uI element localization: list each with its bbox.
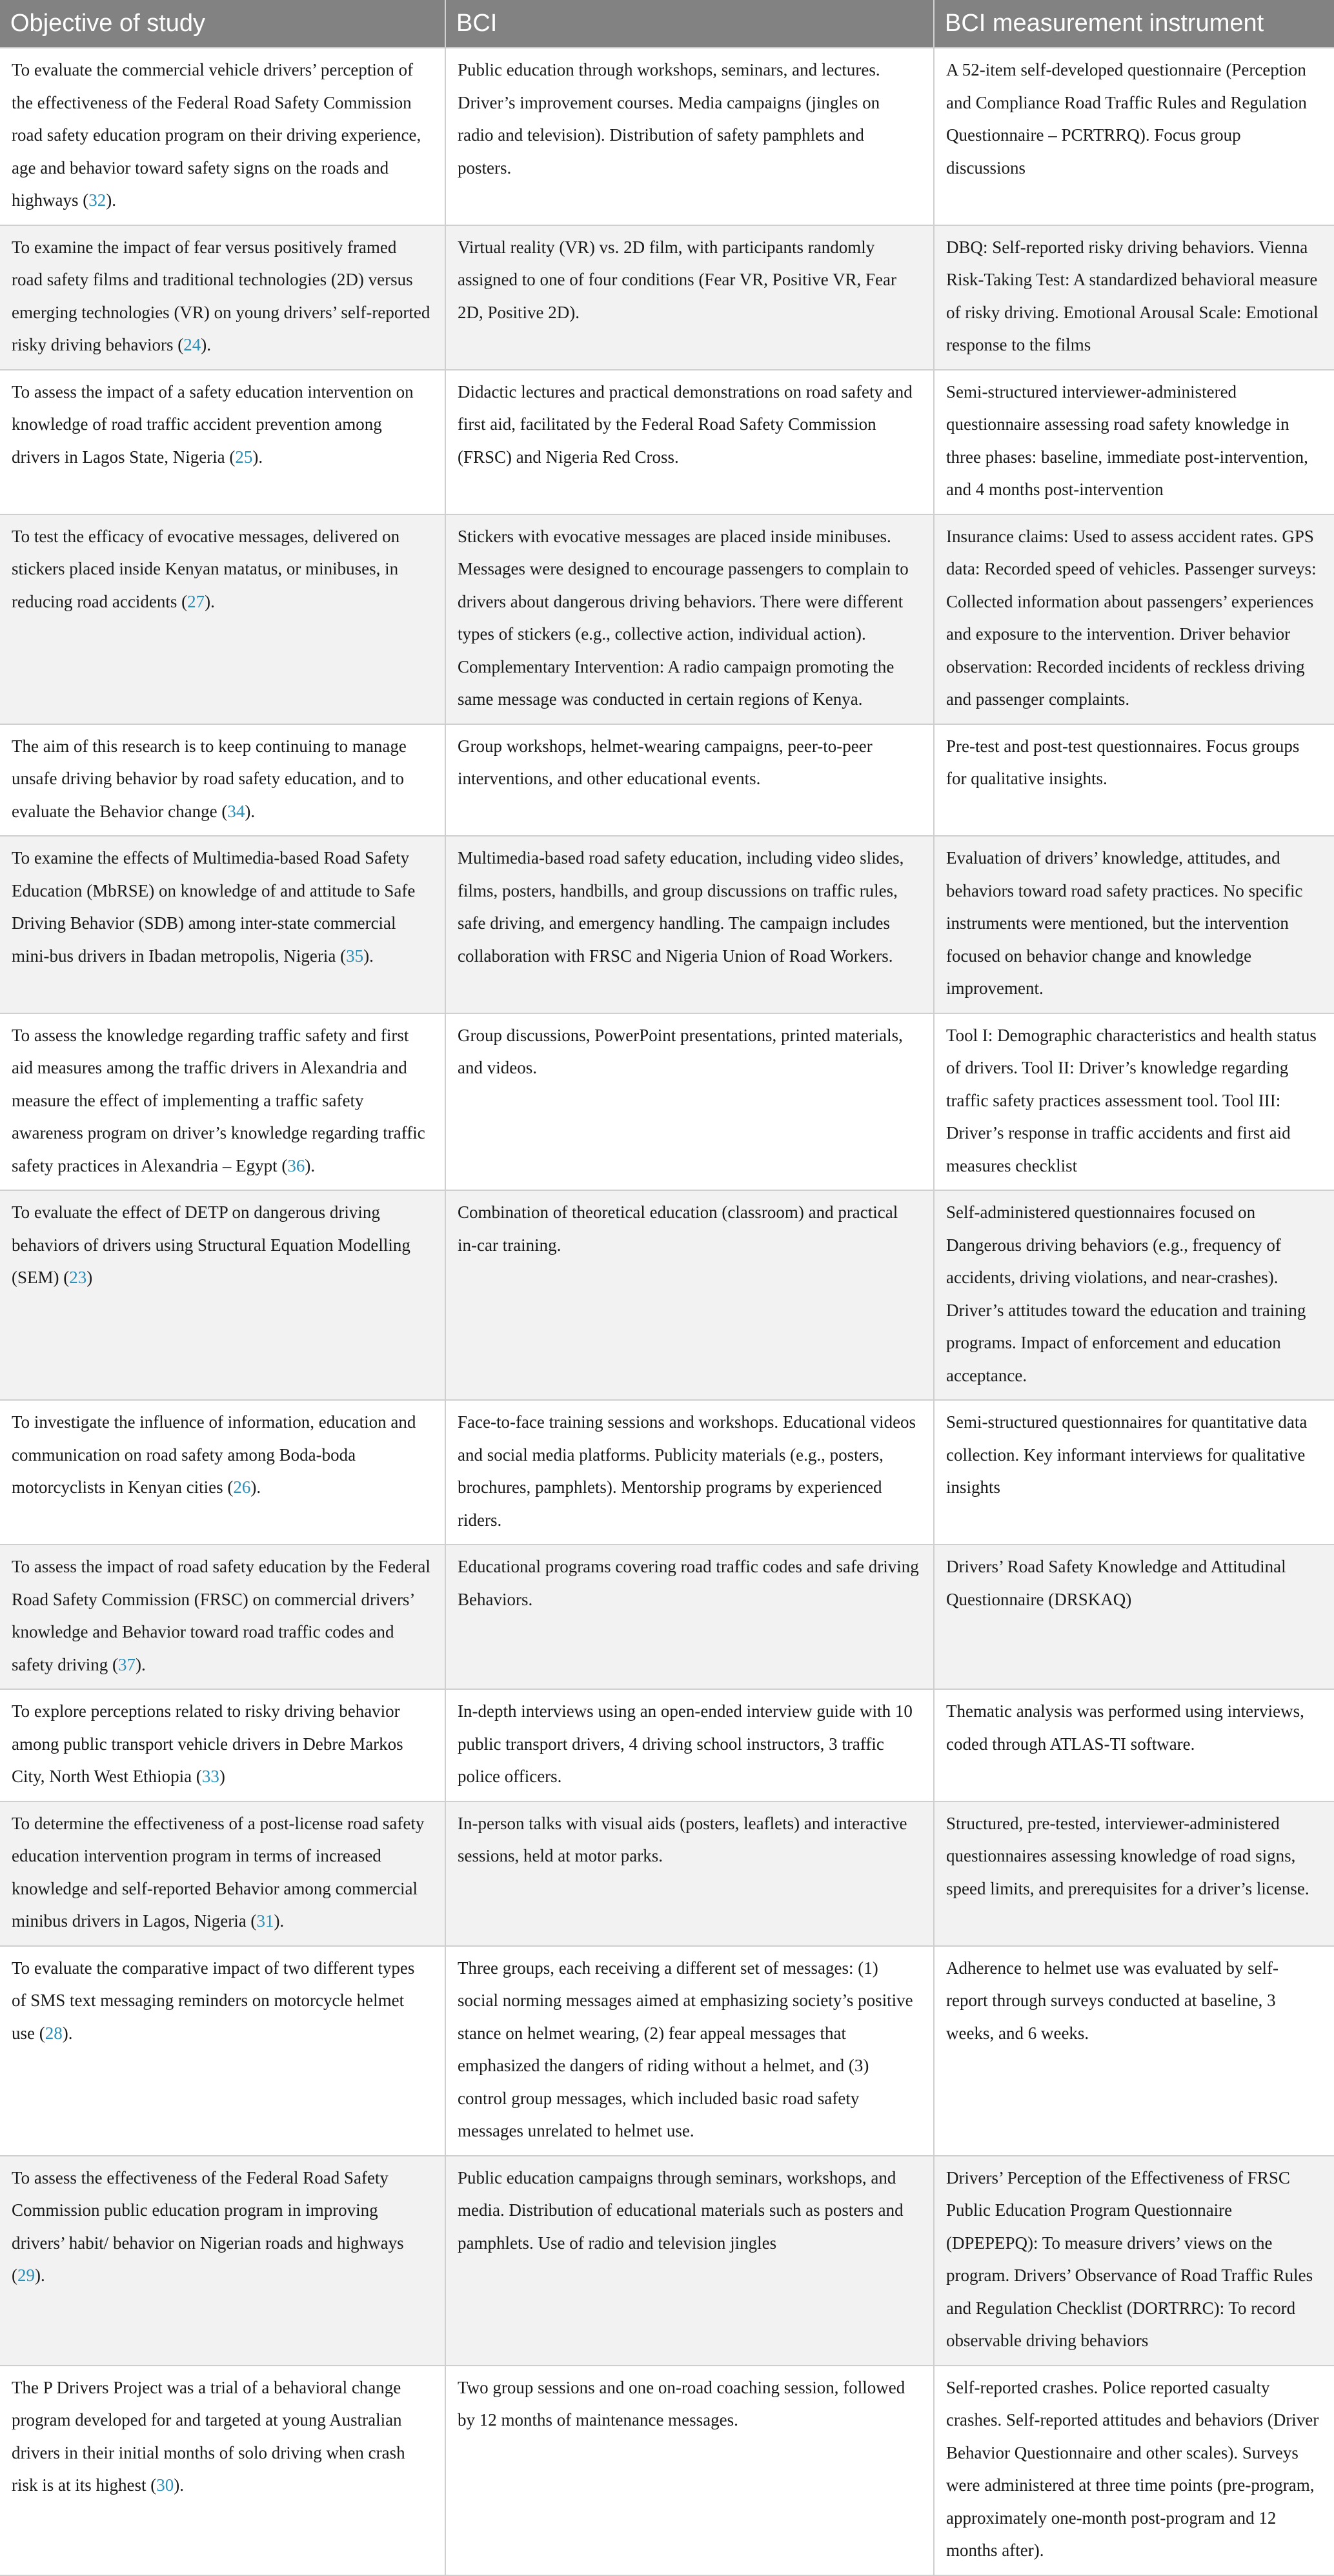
header-objective: Objective of study: [0, 0, 445, 48]
table-row: [0, 370, 1334, 514]
instrument-cell: Drivers’ Perception of the Effectiveness of FRSC Public Education Program Questionnaire (DPEPEPQ): To measure drivers’ views on the program. Drivers’ Observance of Road Traffic Rules and Regulation Checklist (DORTRRC): To record observable driving behaviors: [934, 2156, 1334, 2366]
objective-text: To assess the impact of road safety education by the Federal Road Safety Commission (FRSC) on commercial drivers’ knowledge and Behavior toward road traffic codes and safety driving (: [12, 1557, 430, 1674]
reference-link[interactable]: 23: [69, 1268, 87, 1287]
table-row: [0, 1801, 1334, 1946]
objective-cell: [0, 1801, 445, 1946]
objective-text-end: ).: [201, 335, 211, 354]
instrument-cell: Pre-test and post-test questionnaires. Focus groups for qualitative insights.: [934, 724, 1334, 837]
objective-text-end: ): [219, 1767, 225, 1786]
objective-text-end: ).: [252, 447, 263, 467]
objective-cell: [0, 2156, 445, 2366]
objective-text-end: ).: [250, 1477, 261, 1497]
objective-text: To examine the impact of fear versus positively framed road safety films and traditional technologies (2D) versus emerging technologies (VR) on young drivers’ self-reported risky driving behaviors (: [12, 237, 430, 354]
instrument-cell: Adherence to helmet use was evaluated by self-report through surveys conducted at baseline, 3 weeks, and 6 weeks.: [934, 1946, 1334, 2156]
objective-text: The P Drivers Project was a trial of a behavioral change program developed for and targeted at young Australian drivers in their initial months of solo driving when crash risk is at its highest (: [12, 2377, 405, 2495]
table-row: [0, 1946, 1334, 2156]
table-body: [0, 48, 1334, 2575]
table-row: [0, 514, 1334, 724]
objective-cell: [0, 370, 445, 514]
objective-cell: [0, 836, 445, 1013]
instrument-cell: Structured, pre-tested, interviewer-administered questionnaires assessing knowledge of road signs, speed limits, and prerequisites for a driver’s license.: [934, 1801, 1334, 1946]
table-row: [0, 225, 1334, 370]
bci-cell: Three groups, each receiving a different set of messages: (1) social norming messages aimed at emphasizing society’s positive stance on helmet wearing, (2) fear appeal messages that emphasized the dangers of riding without a helmet, and (3) control group messages, which included basic road safety messages unrelated to helmet use.: [445, 1946, 934, 2156]
table-row: [0, 2366, 1334, 2575]
bci-cell: Educational programs covering road traffic codes and safe driving Behaviors.: [445, 1545, 934, 1689]
table-row: [0, 1689, 1334, 1801]
objective-text-end: ).: [35, 2266, 45, 2285]
reference-link[interactable]: 37: [117, 1654, 136, 1674]
objective-text-end: ).: [274, 1911, 285, 1931]
objective-text-end: ).: [106, 190, 116, 210]
header-row: [0, 0, 1334, 48]
objective-cell: [0, 1400, 445, 1545]
bci-cell: In-depth interviews using an open-ended interview guide with 10 public transport drivers, 4 driving school instructors, 3 traffic police officers.: [445, 1689, 934, 1801]
bci-cell: Group discussions, PowerPoint presentations, printed materials, and videos.: [445, 1013, 934, 1191]
objective-cell: [0, 48, 445, 225]
instrument-cell: Self-administered questionnaires focused on Dangerous driving behaviors (e.g., frequency of accidents, driving violations, and near-crashes). Driver’s attitudes toward the education and training programs. Impact of enforcement and education acceptance.: [934, 1190, 1334, 1400]
bci-cell: Public education campaigns through seminars, workshops, and media. Distribution of educational materials such as posters and pamphlets. Use of radio and television jingles: [445, 2156, 934, 2366]
bci-cell: In-person talks with visual aids (posters, leaflets) and interactive sessions, held at motor parks.: [445, 1801, 934, 1946]
instrument-cell: A 52-item self-developed questionnaire (Perception and Compliance Road Traffic Rules and Regulation Questionnaire – PCRTRRQ). Focus group discussions: [934, 48, 1334, 225]
bci-cell: Multimedia-based road safety education, including video slides, films, posters, handbills, and group discussions on traffic rules, safe driving, and emergency handling. The campaign includes collaboration with FRSC and Nigeria Union of Road Workers.: [445, 836, 934, 1013]
reference-link[interactable]: 32: [88, 190, 106, 210]
objective-text-end: ).: [245, 801, 256, 821]
objective-text: To assess the effectiveness of the Federal Road Safety Commission public education program in improving drivers’ habit/ behavior on Nigerian roads and highways (: [12, 2167, 404, 2285]
objective-text: To evaluate the effect of DETP on dangerous driving behaviors of drivers using Structural Equation Modelling (SEM) (: [12, 1202, 410, 1287]
reference-link[interactable]: 25: [235, 447, 253, 467]
table-header: [0, 0, 1334, 48]
objective-text: To investigate the influence of information, education and communication on road safety among Boda-boda motorcyclists in Kenyan cities (: [12, 1412, 416, 1497]
objective-text-end: ).: [205, 591, 215, 611]
bci-cell: Face-to-face training sessions and workshops. Educational videos and social media platforms. Publicity materials (e.g., posters, brochures, pamphlets). Mentorship programs by experienced riders.: [445, 1400, 934, 1545]
reference-link[interactable]: 30: [156, 2475, 174, 2495]
table-row: [0, 2156, 1334, 2366]
instrument-cell: Semi-structured questionnaires for quantitative data collection. Key informant interviews for qualitative insights: [934, 1400, 1334, 1545]
bci-cell: Combination of theoretical education (classroom) and practical in-car training.: [445, 1190, 934, 1400]
reference-link[interactable]: 27: [187, 591, 205, 611]
table-row: [0, 836, 1334, 1013]
instrument-cell: Semi-structured interviewer-administered questionnaire assessing road safety knowledge in three phases: baseline, immediate post-intervention, and 4 months post-intervention: [934, 370, 1334, 514]
objective-text: To assess the knowledge regarding traffic safety and first aid measures among the traffic drivers in Alexandria and measure the effect of implementing a traffic safety awareness program on driver’s knowledge regarding traffic safety practices in Alexandria – Egypt (: [12, 1025, 425, 1175]
reference-link[interactable]: 33: [201, 1767, 219, 1786]
objective-text: To examine the effects of Multimedia-based Road Safety Education (MbRSE) on knowledge of and attitude to Safe Driving Behavior (SDB) among inter-state commercial mini-bus drivers in Ibadan metropolis, Nigeria (: [12, 848, 416, 966]
header-bci: BCI: [445, 0, 934, 48]
objective-cell: [0, 225, 445, 370]
objective-text-end: ).: [135, 1654, 146, 1674]
reference-link[interactable]: 24: [183, 335, 201, 354]
reference-link[interactable]: 34: [227, 801, 245, 821]
objective-text-end: ).: [305, 1155, 316, 1175]
objective-cell: [0, 1013, 445, 1191]
objective-cell: [0, 514, 445, 724]
instrument-cell: DBQ: Self-reported risky driving behaviors. Vienna Risk-Taking Test: A standardized behavioral measure of risky driving. Emotional Arousal Scale: Emotional response to the films: [934, 225, 1334, 370]
objective-cell: [0, 1689, 445, 1801]
table-row: [0, 1545, 1334, 1689]
bci-cell: Two group sessions and one on-road coaching session, followed by 12 months of maintenance messages.: [445, 2366, 934, 2575]
objective-text: To test the efficacy of evocative messages, delivered on stickers placed inside Kenyan matatus, or minibuses, in reducing road accidents (: [12, 526, 400, 611]
instrument-cell: Tool I: Demographic characteristics and health status of drivers. Tool II: Driver’s knowledge regarding traffic safety practices assessment tool. Tool III: Driver’s response in traffic accidents and first aid measures checklist: [934, 1013, 1334, 1191]
bci-cell: Didactic lectures and practical demonstrations on road safety and first aid, facilitated by the Federal Road Safety Commission (FRSC) and Nigeria Red Cross.: [445, 370, 934, 514]
table-row: [0, 48, 1334, 225]
reference-link[interactable]: 28: [45, 2023, 63, 2043]
objective-text: To evaluate the commercial vehicle drivers’ perception of the effectiveness of the Federal Road Safety Commission road safety education program on their driving experience, age and behavior toward safety signs on the roads and highways (: [12, 60, 421, 210]
reference-link[interactable]: 35: [346, 946, 364, 966]
instrument-cell: Drivers’ Road Safety Knowledge and Attitudinal Questionnaire (DRSKAQ): [934, 1545, 1334, 1689]
objective-cell: [0, 724, 445, 837]
table-row: [0, 724, 1334, 837]
objective-text: To explore perceptions related to risky driving behavior among public transport vehicle drivers in Debre Markos City, North West Ethiopia (: [12, 1701, 403, 1786]
reference-link[interactable]: 26: [233, 1477, 251, 1497]
reference-link[interactable]: 36: [287, 1155, 305, 1175]
bci-cell: Group workshops, helmet-wearing campaigns, peer-to-peer interventions, and other educational events.: [445, 724, 934, 837]
objective-text-end: ).: [363, 946, 374, 966]
objective-text: To assess the impact of a safety education intervention on knowledge of road traffic accident prevention among drivers in Lagos State, Nigeria (: [12, 381, 414, 467]
objective-cell: [0, 1545, 445, 1689]
table-row: [0, 1400, 1334, 1545]
instrument-cell: Self-reported crashes. Police reported casualty crashes. Self-reported attitudes and behaviors (Driver Behavior Questionnaire and other scales). Surveys were administered at three time points (pre-program, approximately one-month post-program and 12 months after).: [934, 2366, 1334, 2575]
objective-cell: [0, 1190, 445, 1400]
instrument-cell: Insurance claims: Used to assess accident rates. GPS data: Recorded speed of vehicles. Passenger surveys: Collected information about passengers’ experiences and exposure to the intervention. Driver behavior observation: Recorded incidents of reckless driving and passenger complaints.: [934, 514, 1334, 724]
objective-text: To determine the effectiveness of a post-license road safety education intervention program in terms of increased knowledge and self-reported Behavior among commercial minibus drivers in Lagos, Nigeria (: [12, 1813, 425, 1931]
table-row: [0, 1013, 1334, 1191]
objective-cell: [0, 1946, 445, 2156]
reference-link[interactable]: 29: [17, 2266, 35, 2285]
bci-cell: Public education through workshops, seminars, and lectures. Driver’s improvement courses. Media campaigns (jingles on radio and television). Distribution of safety pamphlets and posters.: [445, 48, 934, 225]
reference-link[interactable]: 31: [256, 1911, 274, 1931]
objective-text-end: ).: [62, 2023, 73, 2043]
bci-cell: Virtual reality (VR) vs. 2D film, with participants randomly assigned to one of four conditions (Fear VR, Positive VR, Fear 2D, Positive 2D).: [445, 225, 934, 370]
objective-text-end: ).: [174, 2475, 184, 2495]
instrument-cell: Evaluation of drivers’ knowledge, attitudes, and behaviors toward road safety practices. No specific instruments were mentioned, but the intervention focused on behavior change and knowledge improvement.: [934, 836, 1334, 1013]
objective-text: The aim of this research is to keep continuing to manage unsafe driving behavior by road safety education, and to evaluate the Behavior change (: [12, 736, 407, 821]
objective-text-end: ): [86, 1268, 93, 1287]
header-instrument: BCI measurement instrument: [934, 0, 1334, 48]
objective-cell: [0, 2366, 445, 2575]
instrument-cell: Thematic analysis was performed using interviews, coded through ATLAS-TI software.: [934, 1689, 1334, 1801]
bci-cell: Stickers with evocative messages are placed inside minibuses. Messages were designed to encourage passengers to complain to drivers about dangerous driving behaviors. There were different types of stickers (e.g., collective action, individual action). Complementary Intervention: A radio campaign promoting the same message was conducted in certain regions of Kenya.: [445, 514, 934, 724]
objective-text: To evaluate the comparative impact of two different types of SMS text messaging reminders on motorcycle helmet use (: [12, 1958, 415, 2043]
table-row: [0, 1190, 1334, 1400]
